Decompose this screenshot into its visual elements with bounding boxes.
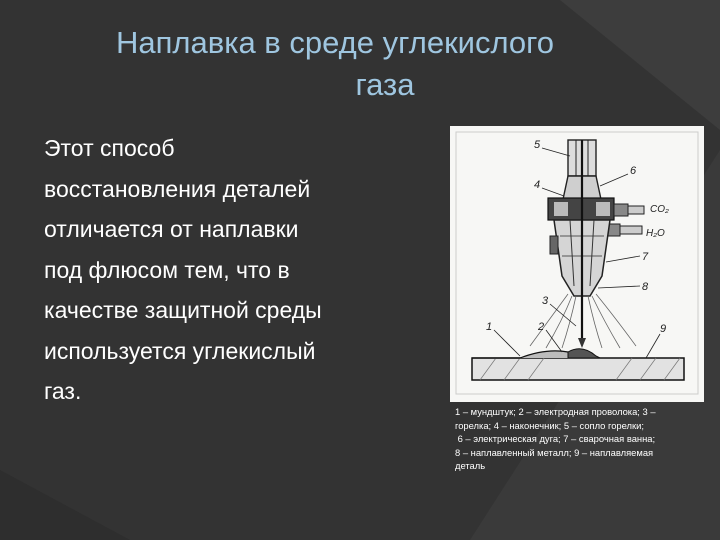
callout-6: 6 — [630, 165, 637, 177]
slide-title-line: газа — [355, 67, 415, 102]
callout-1: 1 — [486, 321, 493, 333]
callout-7: 7 — [642, 251, 649, 263]
body-line: качестве защитной среды — [44, 297, 322, 323]
workpiece — [472, 358, 684, 380]
body-text — [44, 128, 424, 412]
caption-line: горелка; 4 – наконечник; 5 – сопло горелки; — [455, 419, 644, 431]
callout-2: 2 — [538, 321, 545, 333]
gas-pipe-h2o — [620, 226, 642, 234]
body-line: используется углекислый — [44, 337, 316, 364]
gas-pipe-co2 — [628, 206, 644, 214]
caption-line: 8 – наплавленный металл; 9 – наплавляемая — [455, 446, 654, 458]
welding-torch-drawing — [450, 126, 704, 402]
body-line: под флюсом тем, что в — [44, 256, 290, 283]
welding-torch-diagram — [450, 126, 704, 402]
body-line: восстановления деталей — [44, 175, 311, 202]
callout-5: 5 — [534, 139, 541, 151]
gas-label-h2o: H₂O — [646, 228, 665, 239]
gas-label-co2: CO₂ — [650, 204, 669, 215]
slide-title — [55, 22, 615, 106]
callout-4: 4 — [534, 179, 541, 191]
figure-caption — [455, 405, 705, 473]
body-line: отличается от наплавки — [44, 216, 299, 242]
callout-9: 9 — [660, 323, 667, 335]
body-line: Этот способ — [44, 135, 175, 161]
callout-8: 8 — [642, 281, 649, 293]
caption-line: деталь — [455, 460, 486, 472]
callout-3: 3 — [542, 295, 549, 307]
body-line: газ. — [44, 378, 82, 404]
decor-triangle-bottom-left — [0, 470, 130, 540]
caption-line: 1 – мундштук; 2 – электродная проволока; 3 – — [455, 406, 656, 417]
caption-line: 6 – электрическая дуга; 7 – сварочная ванна; — [455, 433, 656, 445]
slide-title-line: Наплавка в среде углекислого — [115, 25, 554, 60]
